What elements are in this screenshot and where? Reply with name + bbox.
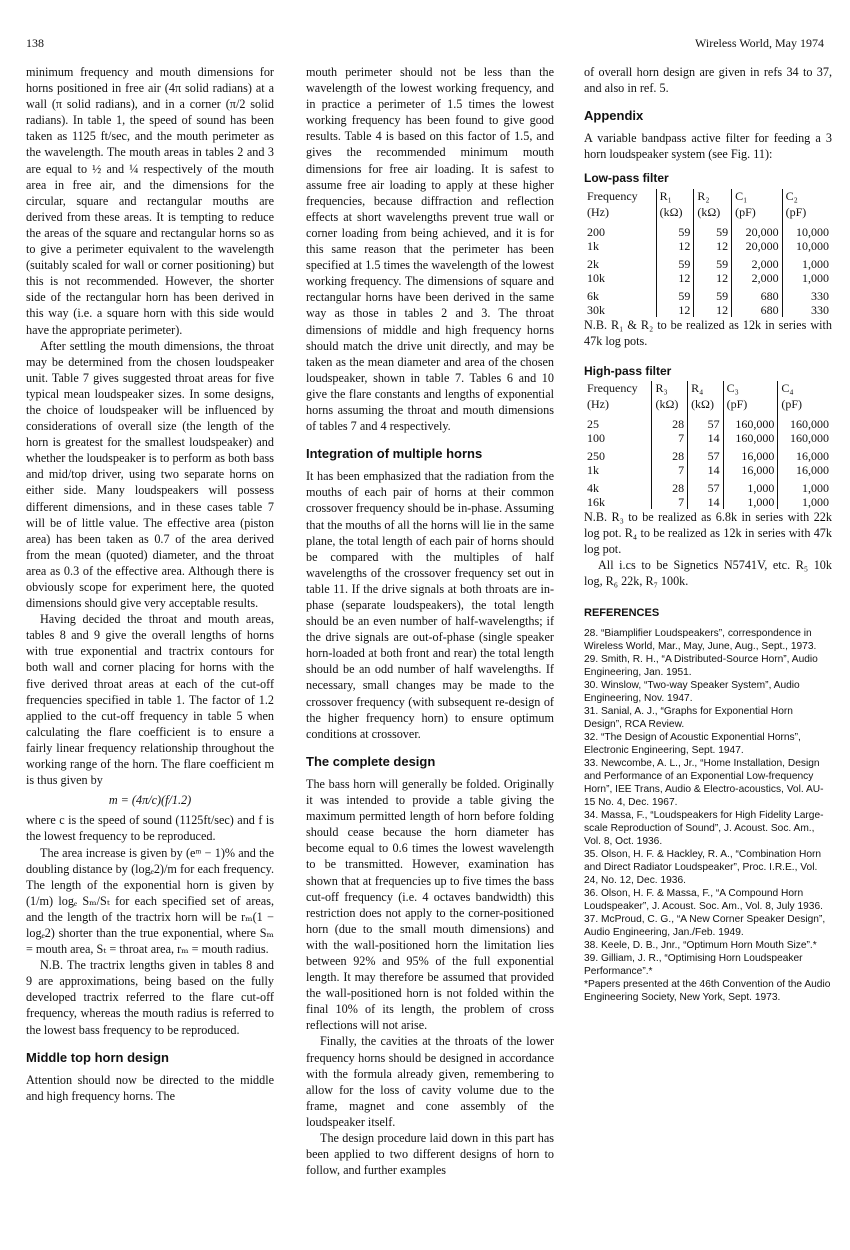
table-header-cell: Frequency — [587, 380, 638, 395]
table-cell: 7 — [652, 495, 688, 509]
highpass-filter-table — [584, 381, 832, 509]
highpass-filter-title: High-pass filter — [584, 363, 672, 378]
lowpass-filter-title: Low-pass filter — [584, 171, 669, 186]
lowpass-note: N.B. R₁ & R₂ to be realized as 12k in series with 47k log pots. — [584, 317, 832, 348]
table-cell: 12 — [656, 303, 694, 317]
table-unit-cell: (kΩ) — [694, 205, 732, 221]
table-row — [584, 221, 832, 239]
table-cell: 57 — [688, 445, 724, 463]
section-heading-integration: Integration of multiple horns — [306, 446, 483, 462]
table-cell: 100 — [587, 430, 605, 445]
paragraph: The bass horn will generally be folded. Originally it was intended to provide a table giving the maximum permitted length of horn before folding should cease because the horn diameter has become equal to 0.6 times the lowest wavelength to be transmitted. However, examination has shown that at frequencies up to five times the bass cut-off frequency (i.e. 4 octaves bandwidth) this restriction does not apply to the corner-positioned horn (due to the small mouth dimensions) and with the wall-positioned horn the limitation lies between 92% and 95% of the full exponential length. It may therefore be assumed that provided the wall-positioned horn is not folded within the final 10% of its length, the problem of cross reflections will not arise. — [306, 776, 554, 1033]
paragraph: After settling the mouth dimensions, the throat may be determined from the chosen loudspeaker unit. Table 7 gives suggested throat areas for five typical mean loudspeaker sizes. In some designs, the choice of loudspeaker will be influenced by considerations of overall size (the length of the horn is greatest for the smallest loudspeaker) and whether the loudspeaker is to perform as both bass and mid/top driver, using two separate horns on either side. Many loudspeakers will possess different dimensions, and in these cases table 7 will be of little value. The effective area (piston area) has been taken as 0.7 of the area derived from the mean (quoted) diameter, and the throat area as 0.3 of the effective area. Although there is obviously scope for experiment here, the quoted dimensions should give very acceptable results. — [26, 338, 274, 611]
table-cell: 160,000 — [723, 413, 778, 431]
page-number: 138 — [26, 36, 44, 50]
references-list — [584, 627, 832, 1004]
table-cell: 25 — [587, 416, 599, 431]
reference-item: 34. Massa, F., “Loudspeakers for High Fidelity Large-scale Reproduction of Sound”, J. Acoust. Soc. Am., Vol. 8, Oct. 1936. — [584, 810, 824, 848]
reference-item: 37. McProud, C. G., “A New Corner Speaker Design”, Audio Engineering, Jan./Feb. 1949. — [584, 914, 826, 939]
reference-item: 29. Smith, R. H., “A Distributed-Source Horn”, Audio Engineering, Jan. 1951. — [584, 654, 818, 679]
paragraph: The area increase is given by (eᵐ − 1)% and the doubling distance by (logₑ2)/m for each frequency. The length of the exponential horn is given by (1/m) logₑ Sₘ/Sₜ for each specified set of areas, and the length of the tractrix horn will be rₘ(1 − logₑ2) shorter than the true exponential, where Sₘ = mouth area, Sₜ = throat area, rₘ = mouth radius. — [26, 845, 274, 957]
table-cell: 16,000 — [778, 463, 832, 477]
paragraph: where c is the speed of sound (1125ft/sec) and f is the lowest frequency to be reproduced. — [26, 813, 274, 844]
table-cell: 680 — [732, 285, 782, 303]
table-cell: 1k — [587, 238, 599, 253]
table-cell: 14 — [688, 495, 724, 509]
paragraph: A variable bandpass active filter for feeding a 3 horn loudspeaker system (see Fig. 11): — [584, 131, 832, 162]
table-cell: 28 — [652, 445, 688, 463]
table-unit-cell: (Hz) — [587, 204, 609, 219]
table-row — [584, 431, 832, 445]
paragraph: The design procedure laid down in this part has been applied to two different designs of horn to follow, and further examples — [306, 1131, 554, 1178]
table-cell: 330 — [782, 285, 832, 303]
reference-item: 33. Newcombe, A. L., Jr., “Home Installation, Design and Performance of an Exponential Low-frequency Horn”, IEE Trans, Audio & Electro-acoustics, Vol. AU-15 No. 4, Dec. 1967. — [584, 758, 824, 809]
section-heading-appendix: Appendix — [584, 108, 644, 124]
table-cell: 7 — [652, 463, 688, 477]
section-heading-complete-design: The complete design — [306, 753, 436, 769]
table-unit-cell: (Hz) — [587, 396, 609, 411]
table-unit-cell: (pF) — [778, 397, 832, 413]
table-row — [584, 239, 832, 253]
table-cell: 1,000 — [778, 495, 832, 509]
section-heading-middle-top-horn: Middle top horn design — [26, 1049, 169, 1065]
table-cell: 1,000 — [782, 271, 832, 285]
reference-item: 36. Olson, H. F. & Massa, F., “A Compound Horn Loudspeaker”, J. Acoust. Soc. Am., Vol. 8, July 1936. — [584, 888, 823, 913]
table-cell: 12 — [656, 239, 694, 253]
reference-item: 35. Olson, H. F. & Hackley, R. A., “Combination Horn and Direct Radiator Loudspeaker”, Proc. I.R.E., Vol. 24, No. 12, Dec. 1936. — [584, 849, 822, 887]
table-unit-cell: (kΩ) — [656, 205, 694, 221]
table-header-cell: C₂ — [782, 189, 832, 205]
table-row — [584, 495, 832, 509]
table-cell: 57 — [688, 413, 724, 431]
ic-note: All i.cs to be Signetics N5741V, etc. R₅ 10k log, R₆ 22k, R₇ 100k. — [584, 558, 832, 589]
table-cell: 14 — [688, 463, 724, 477]
paragraph: It has been emphasized that the radiation from the mouths of each pair of horns at their common crossover frequency should be in-phase. Assuming that the mouths of all the horns will lie in the same plane, the total length of each pair of horns should be compared with the multiples of half wavelengths of the crossover frequency set out in table 11. If the drive signals at both throats are in-phase (separate loudspeakers), the total length should be an even number of half-wavelengths; if the drive signals are out-of-phase (single speaker horn-loaded at both front and rear) the total length should be an odd number of half wavelengths. If necessary, small changes may be made to the crossover frequency (with subsequent re-design of the higher frequency horn) to ensure optimum conditions at crossover. — [306, 469, 554, 741]
table-cell: 59 — [656, 221, 694, 239]
table-cell: 6k — [587, 288, 599, 303]
table-cell: 57 — [688, 477, 724, 495]
table-cell: 4k — [587, 480, 599, 495]
table-cell: 12 — [656, 271, 694, 285]
paragraph: minimum frequency and mouth dimensions for horns positioned in free air (4π solid radians) at a wall (π solid radians), and in a corner (π/2 solid radians). In table 1, the speed of sound has been taken as 1125 ft/sec, and the mouth perimeter as the wavelength. The mouth areas in tables 2 and 3 are equal to ½ and ¼ respectively of the mouth area in free air, and the dimensions for the circular, square and rectangular mouths are derived from these areas. It is tempting to reduce the areas of the square and rectangular horns so as to give a perimeter equivalent to the wavelength (suitably scaled for wall or corner positioning) but this is not recommended. However, the shorter side of the rectangular horn has been derived in this way (i.e. a square horn with this side would have the appropriate perimeter). — [26, 65, 274, 337]
table-units-row — [584, 397, 832, 413]
table-row — [584, 445, 832, 463]
table-header-cell: R₂ — [694, 189, 732, 205]
table-cell: 2k — [587, 256, 599, 271]
table-units-row — [584, 205, 832, 221]
table-cell: 59 — [694, 253, 732, 271]
references-heading: REFERENCES — [584, 607, 660, 620]
table-cell: 1k — [587, 462, 599, 477]
running-header — [26, 36, 824, 51]
table-header-cell: C₁ — [732, 189, 782, 205]
table-row — [584, 271, 832, 285]
table-cell: 1,000 — [778, 477, 832, 495]
table-cell: 20,000 — [732, 221, 782, 239]
journal-title: Wireless World, May 1974 — [695, 36, 824, 50]
table-cell: 59 — [656, 285, 694, 303]
table-cell: 16,000 — [723, 445, 778, 463]
table-cell: 12 — [694, 271, 732, 285]
table-row — [584, 285, 832, 303]
table-unit-cell: (kΩ) — [652, 397, 688, 413]
table-header-row — [584, 189, 832, 205]
table-cell: 59 — [694, 285, 732, 303]
table-cell: 160,000 — [778, 413, 832, 431]
paragraph: Finally, the cavities at the throats of the lower frequency horns should be designed in accordance with the formula already given, remembering to allow for the loss of cavity volume due to the frame, magnet and cone assembly of the loudspeaker itself. — [306, 1034, 554, 1129]
table-cell: 330 — [782, 303, 832, 317]
highpass-note: N.B. R₃ to be realized as 6.8k in series with 22k log pot. R₄ to be realized as 12k in series with 47k log pot. — [584, 509, 832, 557]
table-cell: 200 — [587, 224, 605, 239]
table-header-cell: Frequency — [587, 188, 638, 203]
table-cell: 10,000 — [782, 239, 832, 253]
table-row — [584, 303, 832, 317]
paragraph: Having decided the throat and mouth areas, tables 8 and 9 give the overall lengths of horns with true exponential and tractrix contours for both wall and corner placing for horns with the five derived throat areas at each of the cut-off frequencies specified in table 1. The factor of 1.2 applied to the cut-off frequency in table 5 when calculating the flare coefficient is to ensure a fairly linear frequency relationship throughout the working range of the horn. The flare coefficient m is thus given by — [26, 612, 274, 788]
paragraph: of overall horn design are given in refs 34 to 37, and also in ref. 5. — [584, 65, 832, 96]
table-cell: 160,000 — [723, 431, 778, 445]
flare-coefficient-formula: m = (4π/c)(f/1.2) — [108, 793, 192, 808]
table-cell: 28 — [652, 477, 688, 495]
table-cell: 59 — [694, 221, 732, 239]
reference-item: 39. Gilliam, J. R., “Optimising Horn Loudspeaker Performance”.* — [584, 953, 803, 978]
table-cell: 16,000 — [723, 463, 778, 477]
table-header-cell: R₁ — [656, 189, 694, 205]
table-cell: 10,000 — [782, 221, 832, 239]
reference-item: 28. “Biamplifier Loudspeakers”, correspondence in Wireless World, Mar., May, June, Aug., Sept., 1973. — [584, 628, 817, 653]
table-header-cell: C₄ — [778, 381, 832, 397]
lowpass-filter-table — [584, 189, 832, 317]
table-cell: 2,000 — [732, 271, 782, 285]
table-row — [584, 463, 832, 477]
table-unit-cell: (kΩ) — [688, 397, 724, 413]
table-header-cell: C₃ — [723, 381, 778, 397]
table-row — [584, 413, 832, 431]
table-header-row — [584, 381, 832, 397]
table-cell: 10k — [587, 270, 605, 285]
table-cell: 28 — [652, 413, 688, 431]
table-row — [584, 477, 832, 495]
table-header-cell: R₄ — [688, 381, 724, 397]
table-cell: 1,000 — [782, 253, 832, 271]
paragraph: mouth perimeter should not be less than the wavelength of the lowest working frequency, and in practice a perimeter of 1.5 times the lowest working frequency has been found to give good results. Table 4 is based on this factor of 1.5, and gives the recommended minimum mouth dimensions for free air loading. It is safest to assume free air loading to apply at these higher frequencies, because diffraction and reflection effects at short wavelengths prevent true wall or corner loading from being achieved, and it is for this same reason that the perimeter has been specified at 1.5 times the wavelength of the lowest working frequency. The dimensions of square and rectangular horns have been derived in the same way as those in tables 2 and 3. The throat dimensions of middle and high frequency horns should match the drive unit directly, and may be taken as the mean diameter and area of the chosen loudspeaker, shown in table 7. Tables 6 and 10 give the flare constants and lengths of exponential horns assuming the throat and mouth dimensions of tables 7 and 4 respectively. — [306, 65, 554, 434]
table-cell: 250 — [587, 448, 605, 463]
paragraph: Attention should now be directed to the middle and high frequency horns. The — [26, 1072, 274, 1103]
table-cell: 59 — [656, 253, 694, 271]
reference-item: *Papers presented at the 46th Convention of the Audio Engineering Society, New York, Sept. 1973. — [584, 979, 831, 1004]
table-unit-cell: (pF) — [723, 397, 778, 413]
reference-item: 31. Sanial, A. J., “Graphs for Exponential Horn Design”, RCA Review. — [584, 706, 793, 731]
table-cell: 680 — [732, 303, 782, 317]
table-cell: 16k — [587, 494, 605, 509]
reference-item: 30. Winslow, “Two-way Speaker System”, Audio Engineering, Nov. 1947. — [584, 680, 800, 705]
table-unit-cell: (pF) — [732, 205, 782, 221]
table-cell: 14 — [688, 431, 724, 445]
table-cell: 20,000 — [732, 239, 782, 253]
table-header-cell: R₃ — [652, 381, 688, 397]
column-2 — [306, 64, 554, 1178]
paragraph: N.B. The tractrix lengths given in tables 8 and 9 are approximations, being based on the fully developed tractrix referred to the flare cut-off frequency, whereas the mouth radius is referred to the lowest bass frequency to be reproduced. — [26, 958, 274, 1037]
table-cell: 1,000 — [723, 477, 778, 495]
reference-item: 38. Keele, D. B., Jnr., “Optimum Horn Mouth Size”.* — [584, 940, 817, 952]
table-cell: 2,000 — [732, 253, 782, 271]
table-cell: 30k — [587, 302, 605, 317]
table-cell: 12 — [694, 239, 732, 253]
table-cell: 12 — [694, 303, 732, 317]
table-cell: 160,000 — [778, 431, 832, 445]
table-cell: 1,000 — [723, 495, 778, 509]
table-row — [584, 253, 832, 271]
column-1 — [26, 64, 274, 1104]
column-3 — [584, 64, 832, 1004]
table-cell: 7 — [652, 431, 688, 445]
table-unit-cell: (pF) — [782, 205, 832, 221]
table-cell: 16,000 — [778, 445, 832, 463]
reference-item: 32. “The Design of Acoustic Exponential Horns”, Electronic Engineering, Sept. 1947. — [584, 732, 801, 757]
